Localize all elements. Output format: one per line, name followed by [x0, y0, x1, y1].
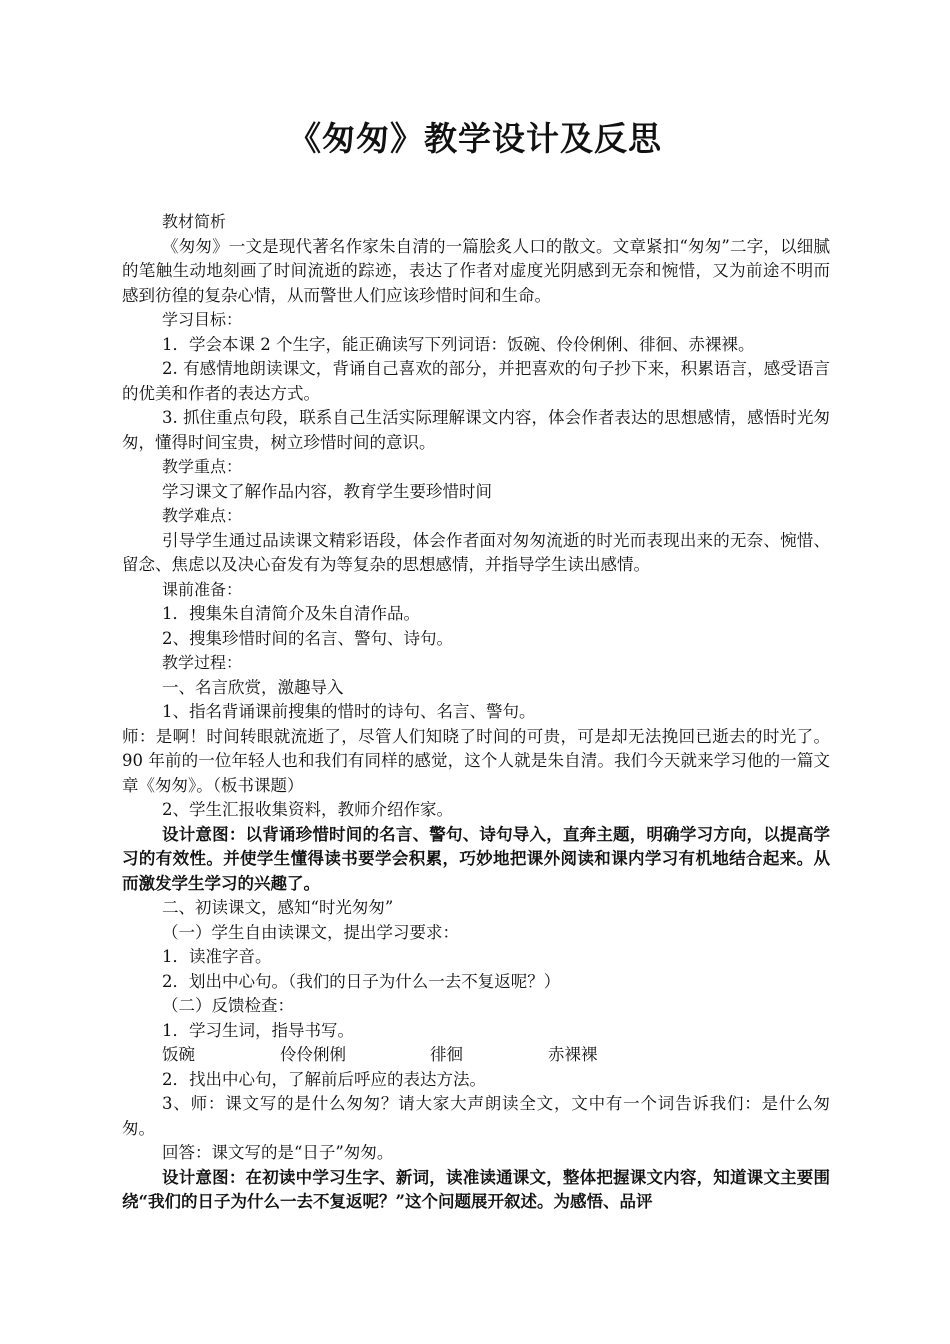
goal-item: 3. 抓住重点句段，联系自己生活实际理解课文内容，体会作者表达的思想感情，感悟时光匆匆，懂得时间宝贵，树立珍惜时间的意识。 [122, 408, 830, 452]
goal-item: 2. 有感情地朗读课文，背诵自己喜欢的部分，并把喜欢的句子抄下来，积累语言，感受语言的优美和作者的表达方式。 [122, 359, 830, 403]
step2-answer: 回答：课文写的是“日子”匆匆。 [162, 1143, 394, 1162]
step2-item: 1．读准字音。 [162, 947, 272, 966]
step2-item: 2．找出中心句，了解前后呼应的表达方法。 [162, 1069, 486, 1089]
key-heading: 教学重点： [162, 457, 243, 476]
difficulty-heading: 教学难点： [162, 506, 243, 525]
goal-item: 1．学会本课 2 个生字，能正确读写下列词语：饭碗、伶伶俐俐、徘徊、赤裸裸。 [162, 334, 755, 354]
prep-item: 1．搜集朱自清简介及朱自清作品。 [162, 604, 420, 623]
materials-paragraph: 《匆匆》一文是现代著名作家朱自清的一篇脍炙人口的散文。文章紧扣“匆匆”二字，以细腻的笔触生动地刻画了时间流逝的踪迹，表达了作者对虚度光阴感到无奈和惋惜，又为前途不明而感到彷徨的复杂心情，从而警世人们应该珍惜时间和生命。 [122, 236, 830, 305]
design-intent-2: 设计意图：在初读中学习生字、新词，读准读通课文，整体把握课文内容，知道课文主要围绕“我们的日子为什么一去不复返呢？”这个问题展开叙述。为感悟、品评 [122, 1167, 830, 1211]
materials-heading: 教材简析 [162, 212, 227, 231]
vocab-word: 伶伶俐俐 [280, 1045, 346, 1064]
vocab-word: 饭碗 [162, 1045, 195, 1064]
step1-title: 一、名言欣赏，激趣导入 [162, 677, 344, 697]
step1-item: 1、指名背诵课前搜集的惜时的诗句、名言、警句。 [162, 702, 536, 721]
prep-item: 2、搜集珍惜时间的名言、警句、诗句。 [162, 628, 453, 648]
document-title: 《匆匆》教学设计及反思 [288, 119, 662, 158]
difficulty-text: 引导学生通过品读课文精彩语段，体会作者面对匆匆流逝的时光而表现出来的无奈、惋惜、留念、焦虑以及决心奋发有为等复杂的思想感情，并指导学生读出感情。 [122, 530, 830, 574]
vocab-row [122, 1043, 830, 1068]
design-intent-1: 设计意图：以背诵珍惜时间的名言、警句、诗句导入，直奔主题，明确学习方向，以提高学习的有效性。并使学生懂得读书要学会积累，巧妙地把课外阅读和课内学习有机地结合起来。从而激发学生学习的兴趣了。 [122, 824, 830, 893]
step2-subheading: （二）反馈检查： [162, 996, 294, 1015]
vocab-word: 徘徊 [430, 1045, 463, 1064]
key-text: 学习课文了解作品内容，教育学生要珍惜时间 [162, 481, 492, 501]
process-heading: 教学过程： [162, 653, 243, 672]
goals-heading: 学习目标： [162, 310, 243, 329]
step1-teacher-text: 师：是啊！时间转眼就流逝了，尽管人们知晓了时间的可贵，可是却无法挽回已逝去的时光了。90 年前的一位年轻人也和我们有同样的感觉，这个人就是朱自清。我们今天就来学习他的一篇文章《匆匆》。（板书课题） [122, 726, 830, 795]
step1-item: 2、学生汇报收集资料，教师介绍作家。 [162, 800, 453, 819]
vocab-word: 赤裸裸 [548, 1045, 598, 1064]
step2-title: 二、初读课文，感知“时光匆匆” [162, 898, 394, 917]
step2-item: 3、师：课文写的是什么匆匆？请大家大声朗读全文，文中有一个词告诉我们：是什么匆匆。 [122, 1094, 830, 1138]
prep-heading: 课前准备： [162, 579, 243, 599]
document-body [122, 210, 830, 1215]
step2-subheading: （一）学生自由读课文，提出学习要求： [162, 922, 459, 942]
step2-item: 2．划出中心句。（我们的日子为什么一去不复返呢？） [162, 971, 561, 991]
step2-item: 1．学习生词，指导书写。 [162, 1020, 354, 1040]
